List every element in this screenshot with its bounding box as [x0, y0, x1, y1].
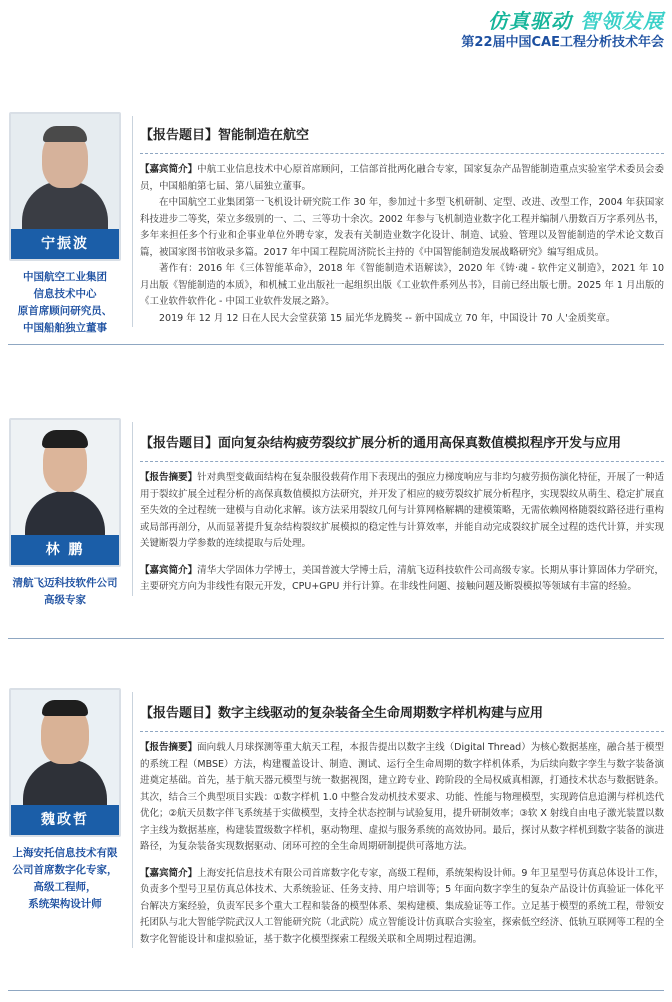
speaker-name: 魏政哲 [11, 805, 119, 835]
affiliation-line: 上海安托信息技术有限 [12, 847, 118, 859]
speaker-card-1 [8, 112, 664, 344]
report-topic: 【报告题目】数字主线驱动的复杂装备全生命周期数字样机构建与应用 [140, 702, 664, 732]
bio-label: 【嘉宾简介】 [140, 867, 198, 879]
abstract-text: 面向载人月球探测等重大航天工程，本报告提出以数字主线（Digital Thread）为核心数据基座，融合基于模型的系统工程（MBSE）方法，构建覆盖设计、制造、测试、运行全生命周期的数字样机体系，为后续向数字孪生与数字装备演进奠定基础。首先，基于航天器元模型与统一数据视图，建立跨专业、跨阶段的全局权威真相源，打通技术状态与数据链条。其次，结合三个典型项目实践：①数字样机 1.0 中整合发动机技术要求、功能、性能与物理模型，实现跨信息追溯与样机迭代优化；②航天员数字伴飞系统基于实做模型，支持全状态控制与试验复用，提升研制效率；③软 X 射线自由电子激光装置以数字主线为数据基座，构建装置级数字样机，驱动物理、虚拟与服务系统的高效协同。最后，探讨从数字样机到数字装备的演进路径，为复杂装备实现数据驱动、闭环可控的全生命周期研制提供可落地方法。 [140, 742, 664, 852]
affiliation-line: 系统架构设计师 [28, 898, 102, 910]
speaker-affiliation [8, 269, 122, 337]
slogan-part-2: 智领发展 [580, 9, 664, 33]
bio-text: 清华大学固体力学博士，美国普渡大学博士后，清航飞迈科技软件公司高级专家。长期从事计算固体力学研究，主要研究方向为非线性有限元开发，CPU+GPU 并行计算。在非线性问题、接触问题及断裂模拟等领域有丰富的经验。 [140, 564, 664, 592]
speaker-name: 宁振波 [11, 229, 119, 259]
speaker-details [140, 418, 664, 596]
speaker-card-2 [8, 418, 664, 638]
bio-text: 上海安托信息技术有限公司首席数字化专家，高级工程师，系统架构设计师。9 年卫星型号仿真总体设计工作，负责多个型号卫星仿真总体技术、大系统验证、任务支持、用户培训等；5 年面向数字孪生的复杂产品设计仿真验证一体化平台解决方案经验，负责军民多个重大工程和装备的模型体系、架构建模、集成验证等工作。立足基于模型的系统工程，带领安托团队与北大智能学院武汉人工智能研究院（北武院）成立智能设计仿真联合实验室，探索低空经济、低轨互联网等工程的全数字化智能设计和虚拟验证，基于数字化模型探索工程级关联和全周期过程追溯。 [140, 867, 664, 945]
speaker-profile [8, 418, 122, 609]
affiliation-line: 中国航空工业集团 [23, 271, 107, 283]
report-topic: 【报告题目】智能制造在航空 [140, 124, 664, 154]
speaker-details [140, 688, 664, 948]
section-divider [8, 344, 664, 345]
bio-paragraph [140, 563, 664, 596]
affiliation-line: 原首席顾问研究员、 [17, 305, 113, 317]
affiliation-line: 中国船舶独立董事 [23, 322, 107, 334]
speaker-card-3 [8, 688, 664, 988]
speaker-details [140, 112, 664, 327]
abstract-label: 【报告摘要】 [140, 742, 198, 753]
affiliation-line: 高级工程师， [33, 881, 97, 893]
affiliation-line: 公司首席数字化专家， [12, 864, 118, 876]
speaker-affiliation [8, 845, 122, 913]
speaker-photo [9, 112, 121, 261]
conference-header [344, 0, 664, 52]
bio-label: 【嘉宾简介】 [140, 164, 198, 175]
speaker-affiliation [8, 575, 122, 609]
speaker-name: 林 鹏 [11, 535, 119, 565]
conference-title: 第22届中国CAE工程分析技术年会 [461, 35, 664, 50]
bio-paragraph [140, 162, 664, 195]
bio-paragraph: 2019 年 12 月 12 日在人民大会堂获第 15 届光华龙腾奖 -- 新中国成立 70 年，中国设计 70 人'金质奖章。 [159, 312, 616, 324]
bio-label: 【嘉宾简介】 [140, 564, 198, 576]
bio-paragraph: 著作有：2016 年《三体智能革命》，2018 年《智能制造术语解读》，2020 年《铸·魂 - 软件定义制造》，2021 年 10 月出版《智能制造的本质》，和机械工业出版社一起组织出版《工业软件系列丛书》，目前已经出版七册。2025 年 1 月出版的《工业软件软件化 - 中国工业软件发展之路》。 [140, 263, 664, 307]
abstract-text: 针对典型变截面结构在复杂服役载荷作用下表现出的强应力梯度响应与非均匀疲劳损伤演化特征，开展了一种适用于裂纹扩展全过程分析的高保真数值模拟方法研究，并开发了相应的疲劳裂纹扩展分析程序，实现裂纹从萌生、稳定扩展直至失效的全过程统一建模与自动化求解。该方法采用裂纹几何与计算网格解耦的建模策略，无需依赖网格随裂纹路径进行重构或局部再剖分，从而显著提升复杂结构裂纹扩展模拟的稳定性与计算效率，并能自动完成裂纹扩展全过程的迭代计算，并实现关键断裂力学参数的连续提取与后处理。 [140, 472, 664, 549]
abstract-label: 【报告摘要】 [140, 472, 198, 483]
speaker-photo [9, 418, 121, 567]
affiliation-line: 清航飞迈科技软件公司 [12, 577, 118, 589]
bio-paragraph: 在中国航空工业集团第一飞机设计研究院工作 30 年，参加过十多型飞机研制、定型、改进、改型工作，2004 年获国家科技进步二等奖，荣立多级别的一、二、三等功十余次。2002 年参与飞机制造业数字化工程并编制八册数百万字系列丛书，多年来担任多个行业和企事业单位外聘专家，发表有关制造业数字化设计、制造、试验、管理以及智能制造的学术论文数百篇，被国家图书馆收录多篇。2017 年中国工程院周济院长主持的《中国智能制造发展战略研究》编写组成员。 [140, 197, 664, 258]
slogan-part-1: 仿真驱动 [488, 9, 572, 33]
abstract-paragraph [140, 740, 664, 856]
section-divider [8, 990, 664, 991]
conference-slogan [344, 8, 664, 34]
bio-paragraph [140, 866, 664, 949]
speaker-profile [8, 688, 122, 913]
report-topic: 【报告题目】面向复杂结构疲劳裂纹扩展分析的通用高保真数值模拟程序开发与应用 [140, 432, 664, 462]
speaker-profile [8, 112, 122, 337]
affiliation-line: 信息技术中心 [33, 288, 97, 300]
section-divider [8, 638, 664, 639]
affiliation-line: 高级专家 [44, 594, 86, 606]
abstract-paragraph [140, 470, 664, 553]
bio-text: 中航工业信息技术中心原首席顾问，工信部首批两化融合专家，国家复杂产品智能制造重点实验室学术委员会委员，中国船舶第七届、第八届独立董事。 [140, 164, 664, 192]
speaker-photo [9, 688, 121, 837]
